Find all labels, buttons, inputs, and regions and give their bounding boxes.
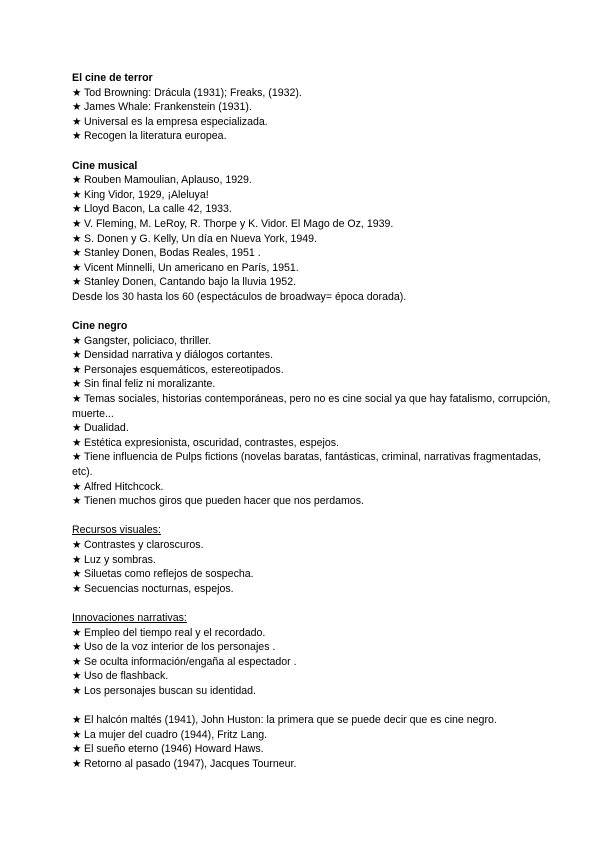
star-bullet-icon: ★: [72, 393, 82, 406]
star-bullet-icon: ★: [72, 641, 82, 654]
list-item: [72, 640, 560, 655]
list-item-text: V. Fleming, M. LeRoy, R. Thorpe y K. Vidor. El Mago de Oz, 1939.: [84, 217, 394, 230]
star-bullet-icon: ★: [72, 582, 82, 595]
list-item: [72, 86, 560, 101]
list-item: [72, 275, 560, 290]
list-item-text: Dualidad.: [84, 422, 129, 435]
list-item: [72, 115, 560, 130]
list-item-text: King Vidor, 1929, ¡Aleluya!: [84, 188, 209, 201]
list-item: [72, 480, 560, 495]
list-item: [72, 377, 560, 392]
star-bullet-icon: ★: [72, 655, 82, 668]
star-bullet-icon: ★: [72, 334, 82, 347]
list-item-text: Stanley Donen, Cantando bajo la lluvia 1952.: [84, 276, 297, 289]
star-bullet-icon: ★: [72, 203, 82, 216]
list-item: [72, 421, 560, 436]
list-item-text: S. Donen y G. Kelly, Un día en Nueva York, 1949.: [84, 232, 318, 245]
list-item: [72, 392, 560, 421]
list-item: [72, 567, 560, 582]
list-item-text: Personajes esquemáticos, estereotipados.: [84, 363, 284, 376]
star-bullet-icon: ★: [72, 568, 82, 581]
star-bullet-icon: ★: [72, 714, 82, 727]
star-bullet-icon: ★: [72, 670, 82, 683]
star-bullet-icon: ★: [72, 261, 82, 274]
list-item-text: Los personajes buscan su identidad.: [84, 684, 256, 697]
list-item-text: Uso de flashback.: [84, 670, 169, 683]
list-item-text: Sin final feliz ni moralizante.: [84, 378, 216, 391]
list-item-text: Estética expresionista, oscuridad, contrastes, espejos.: [84, 436, 339, 449]
list-item-text: Luz y sombras.: [84, 553, 156, 566]
star-bullet-icon: ★: [72, 422, 82, 435]
list-item-text: Alfred Hitchcock.: [84, 480, 164, 493]
list-item: [72, 173, 560, 188]
star-bullet-icon: ★: [72, 188, 82, 201]
list-item: [72, 217, 560, 232]
list-item-text: Gangster, policiaco, thriller.: [84, 334, 212, 347]
list-item-text: Empleo del tiempo real y el recordado.: [84, 626, 266, 639]
list-item-text: Temas sociales, historias contemporáneas, pero no es cine social ya que hay fatalismo, corrupción, muerte...: [72, 393, 554, 420]
list-item-text: Secuencias nocturnas, espejos.: [84, 582, 234, 595]
list-item-text: Contrastes y claroscuros.: [84, 539, 204, 551]
list-item-text: Densidad narrativa y diálogos cortantes.: [84, 349, 274, 362]
star-bullet-icon: ★: [72, 130, 82, 143]
list-item-text: James Whale: Frankenstein (1931).: [84, 101, 252, 114]
list-item-text: Se oculta información/engaña al espectador .: [84, 655, 297, 668]
star-bullet-icon: ★: [72, 101, 82, 114]
list-item: [72, 626, 560, 641]
list-item: [72, 757, 560, 772]
list-item-text: Retorno al pasado (1947), Jacques Tourneur.: [84, 757, 297, 770]
list-item: [72, 348, 560, 363]
list-item-text: Lloyd Bacon, La calle 42, 1933.: [84, 203, 232, 216]
section: [72, 611, 560, 699]
list-item: [72, 246, 560, 261]
section: [72, 523, 560, 596]
star-bullet-icon: ★: [72, 217, 82, 230]
list-item-text: Tienen muchos giros que pueden hacer que nos perdamos.: [84, 495, 364, 508]
star-bullet-icon: ★: [72, 495, 82, 508]
list-item: [72, 363, 560, 378]
list-item-text: Tod Browning: Drácula (1931); Freaks, (1932).: [84, 86, 302, 99]
section: [72, 159, 560, 305]
section-note: Desde los 30 hasta los 60 (espectáculos de broadway= época dorada).: [72, 290, 407, 303]
list-item: [72, 582, 560, 597]
list-item-text: Vicent Minnelli, Un americano en París, 1951.: [84, 261, 299, 274]
section-title: Cine musical: [72, 159, 138, 172]
star-bullet-icon: ★: [72, 728, 82, 741]
list-item: [72, 538, 560, 553]
list-item: [72, 334, 560, 349]
star-bullet-icon: ★: [72, 436, 82, 449]
section: [72, 71, 560, 144]
star-bullet-icon: ★: [72, 247, 82, 260]
star-bullet-icon: ★: [72, 378, 82, 391]
star-bullet-icon: ★: [72, 626, 82, 639]
section-title: Innovaciones narrativas:: [72, 611, 187, 624]
star-bullet-icon: ★: [72, 480, 82, 493]
list-item: [72, 261, 560, 276]
list-item-text: La mujer del cuadro (1944), Fritz Lang.: [84, 728, 268, 741]
list-item-text: Rouben Mamoulian, Aplauso, 1929.: [84, 174, 252, 187]
star-bullet-icon: ★: [72, 276, 82, 289]
list-item: [72, 655, 560, 670]
star-bullet-icon: ★: [72, 363, 82, 376]
list-item: [72, 728, 560, 743]
list-item: [72, 669, 560, 684]
list-item: [72, 494, 560, 509]
section-title: Cine negro: [72, 320, 128, 333]
list-item-text: Uso de la voz interior de los personajes .: [84, 641, 276, 654]
list-item-text: Tiene influencia de Pulps fictions (novelas baratas, fantásticas, criminal, narrativas fragmentadas, etc).: [72, 451, 545, 479]
list-item: [72, 742, 560, 757]
star-bullet-icon: ★: [72, 115, 82, 128]
list-item-text: Siluetas como reflejos de sospecha.: [84, 568, 254, 581]
star-bullet-icon: ★: [72, 349, 82, 362]
list-item: [72, 553, 560, 568]
star-bullet-icon: ★: [72, 743, 82, 756]
list-item: [72, 450, 560, 479]
list-item-text: Recogen la literatura europea.: [84, 130, 227, 143]
section: [72, 319, 560, 509]
list-item-text: Stanley Donen, Bodas Reales, 1951 .: [84, 247, 261, 260]
star-bullet-icon: ★: [72, 232, 82, 245]
star-bullet-icon: ★: [72, 684, 82, 697]
star-bullet-icon: ★: [72, 451, 82, 464]
star-bullet-icon: ★: [72, 86, 82, 99]
star-bullet-icon: ★: [72, 539, 82, 551]
list-item: [72, 684, 560, 699]
list-item-text: Universal es la empresa especializada.: [84, 115, 268, 128]
list-item-text: El sueño eterno (1946) Howard Haws.: [84, 743, 264, 756]
star-bullet-icon: ★: [72, 553, 82, 566]
section: [72, 713, 560, 771]
list-item: [72, 188, 560, 203]
list-item: [72, 129, 560, 144]
list-item: [72, 202, 560, 217]
list-item-text: El halcón maltés (1941), John Huston: la primera que se puede decir que es cine negro.: [84, 714, 497, 727]
list-item: [72, 100, 560, 115]
section-title: Recursos visuales:: [72, 524, 161, 537]
list-item: [72, 713, 560, 728]
list-item: [72, 232, 560, 247]
section-title: El cine de terror: [72, 72, 153, 84]
star-bullet-icon: ★: [72, 174, 82, 187]
star-bullet-icon: ★: [72, 757, 82, 770]
list-item: [72, 436, 560, 451]
